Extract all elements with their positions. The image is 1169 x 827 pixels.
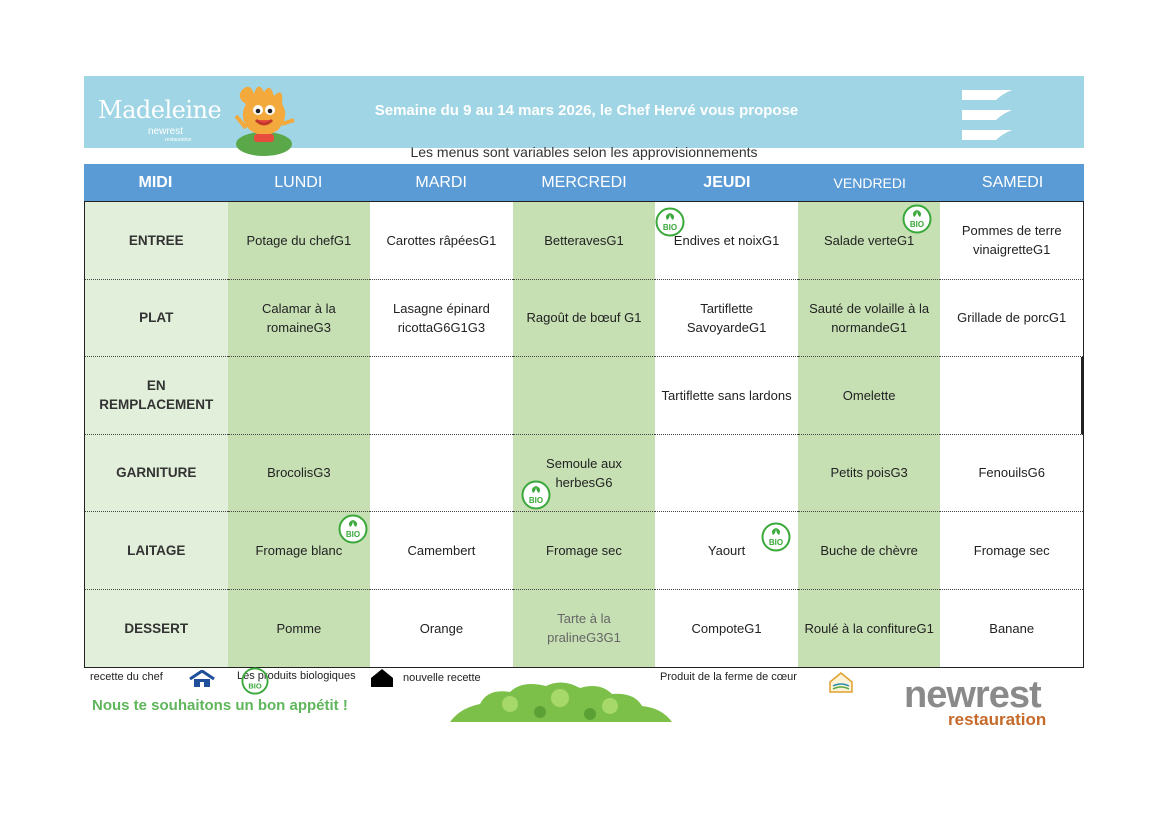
menu-cell: BetteravesG1 — [513, 202, 656, 280]
bio-icon — [761, 522, 791, 552]
bio-badge-text: BIO — [248, 681, 262, 691]
bush-icon — [450, 680, 672, 722]
day-header-row — [84, 164, 1084, 201]
day-thursday: JEUDI — [703, 173, 751, 191]
menu-cell: Grillade de porcG1 — [940, 280, 1083, 358]
menu-cell: BrocolisG3 — [228, 435, 371, 513]
bio-badge-text: BIO — [909, 220, 924, 229]
bio-icon — [902, 204, 932, 234]
menu-cell-text: Salade verteG1 — [823, 232, 915, 248]
day-monday: LUNDI — [274, 173, 323, 191]
menu-cell: Tartiflette sans lardons — [655, 357, 798, 435]
legend-farm: Produit de la ferme de cœur — [660, 671, 797, 683]
menu-cell: CompoteG1 — [655, 590, 798, 668]
menu-cell: Potage du chefG1 — [228, 202, 371, 280]
day-wednesday: MERCREDI — [541, 173, 627, 191]
menu-cell: Camembert — [370, 512, 513, 590]
menu-cell — [940, 357, 1083, 435]
page-title: Semaine du 9 au 14 mars 2026, le Chef Hervé vous propose — [374, 102, 799, 119]
menu-cell — [370, 357, 513, 435]
legend-bio: Les produits biologiques — [237, 670, 356, 682]
menu-cell: Pommes de terre vinaigretteG1 — [940, 202, 1083, 280]
menu-cell — [513, 357, 656, 435]
brand-name: Madeleine — [98, 96, 222, 124]
menu-cell-text: Yaourt — [707, 542, 746, 558]
menu-cell — [228, 512, 371, 590]
row-label-plat: PLAT — [85, 280, 228, 358]
newrest-logo-subtitle: restauration — [948, 710, 1047, 729]
bio-badge-text: BIO — [528, 495, 543, 505]
menu-cell: FenouilsG6 — [940, 435, 1083, 513]
bio-badge-text: BIO — [769, 538, 784, 547]
menu-cell: Tarte à la pralineG3G1 — [513, 590, 656, 668]
menu-cell — [370, 435, 513, 513]
menu-cell: Tartiflette SavoyardeG1 — [655, 280, 798, 358]
menu-cell-text: Semoule aux herbesG6 — [546, 455, 622, 490]
bio-badge-text: BIO — [663, 223, 678, 232]
corner-label: MIDI — [138, 173, 173, 191]
day-friday: VENDREDI — [833, 174, 906, 191]
menu-cell — [655, 202, 798, 280]
row-label-entree: ENTREE — [85, 202, 228, 280]
footer-message: Nous te souhaitons un bon appétit ! — [92, 697, 348, 714]
menu-cell: Buche de chèvre — [798, 512, 941, 590]
day-saturday: SAMEDI — [981, 173, 1044, 191]
newrest-logo: newrest — [904, 674, 1041, 716]
menu-cell: Omelette — [798, 357, 941, 435]
row-label-garniture: GARNITURE — [85, 435, 228, 513]
menu-cell: Fromage sec — [940, 512, 1083, 590]
row-label-remplacement: EN REMPLACEMENT — [85, 357, 228, 435]
menu-cell: Pomme — [228, 590, 371, 668]
farm-icon — [828, 670, 854, 694]
page-subtitle: Les menus sont variables selon les approvisionnements — [410, 144, 758, 160]
legend-new: nouvelle recette — [403, 672, 481, 684]
menu-cell: Fromage sec — [513, 512, 656, 590]
menu-cell-text: Endives et noixG1 — [673, 232, 780, 248]
bio-icon — [655, 207, 685, 237]
bio-badge-text: BIO — [345, 530, 360, 539]
menu-table — [84, 201, 1084, 668]
menu-cell — [513, 435, 656, 513]
bio-icon — [240, 667, 270, 695]
waves-icon — [958, 86, 1014, 146]
menu-cell — [228, 357, 371, 435]
menu-cell: Sauté de volaille à la normandeG1 — [798, 280, 941, 358]
bio-icon — [521, 480, 551, 510]
menu-cell: Orange — [370, 590, 513, 668]
bio-icon — [338, 514, 368, 544]
legend-chef: recette du chef — [90, 671, 163, 683]
menu-cell: Petits poisG3 — [798, 435, 941, 513]
house-icon — [370, 668, 394, 688]
menu-cell: Ragoût de bœuf G1 — [513, 280, 656, 358]
day-tuesday: MARDI — [415, 173, 467, 191]
menu-cell — [655, 512, 798, 590]
menu-cell — [798, 202, 941, 280]
menu-cell-text: Fromage blanc — [255, 542, 343, 558]
menu-cell: Roulé à la confitureG1 — [798, 590, 941, 668]
house-icon — [188, 670, 216, 688]
menu-cell — [655, 435, 798, 513]
brand-subtitle: newrest — [148, 126, 184, 137]
menu-cell: Banane — [940, 590, 1083, 668]
row-label-laitage: LAITAGE — [85, 512, 228, 590]
brand-subtitle-small: restauration — [165, 137, 192, 143]
row-label-dessert: DESSERT — [85, 590, 228, 668]
menu-cell: Lasagne épinard ricottaG6G1G3 — [370, 280, 513, 358]
menu-cell: Carottes râpéesG1 — [370, 202, 513, 280]
menu-cell: Calamar à la romaineG3 — [228, 280, 371, 358]
